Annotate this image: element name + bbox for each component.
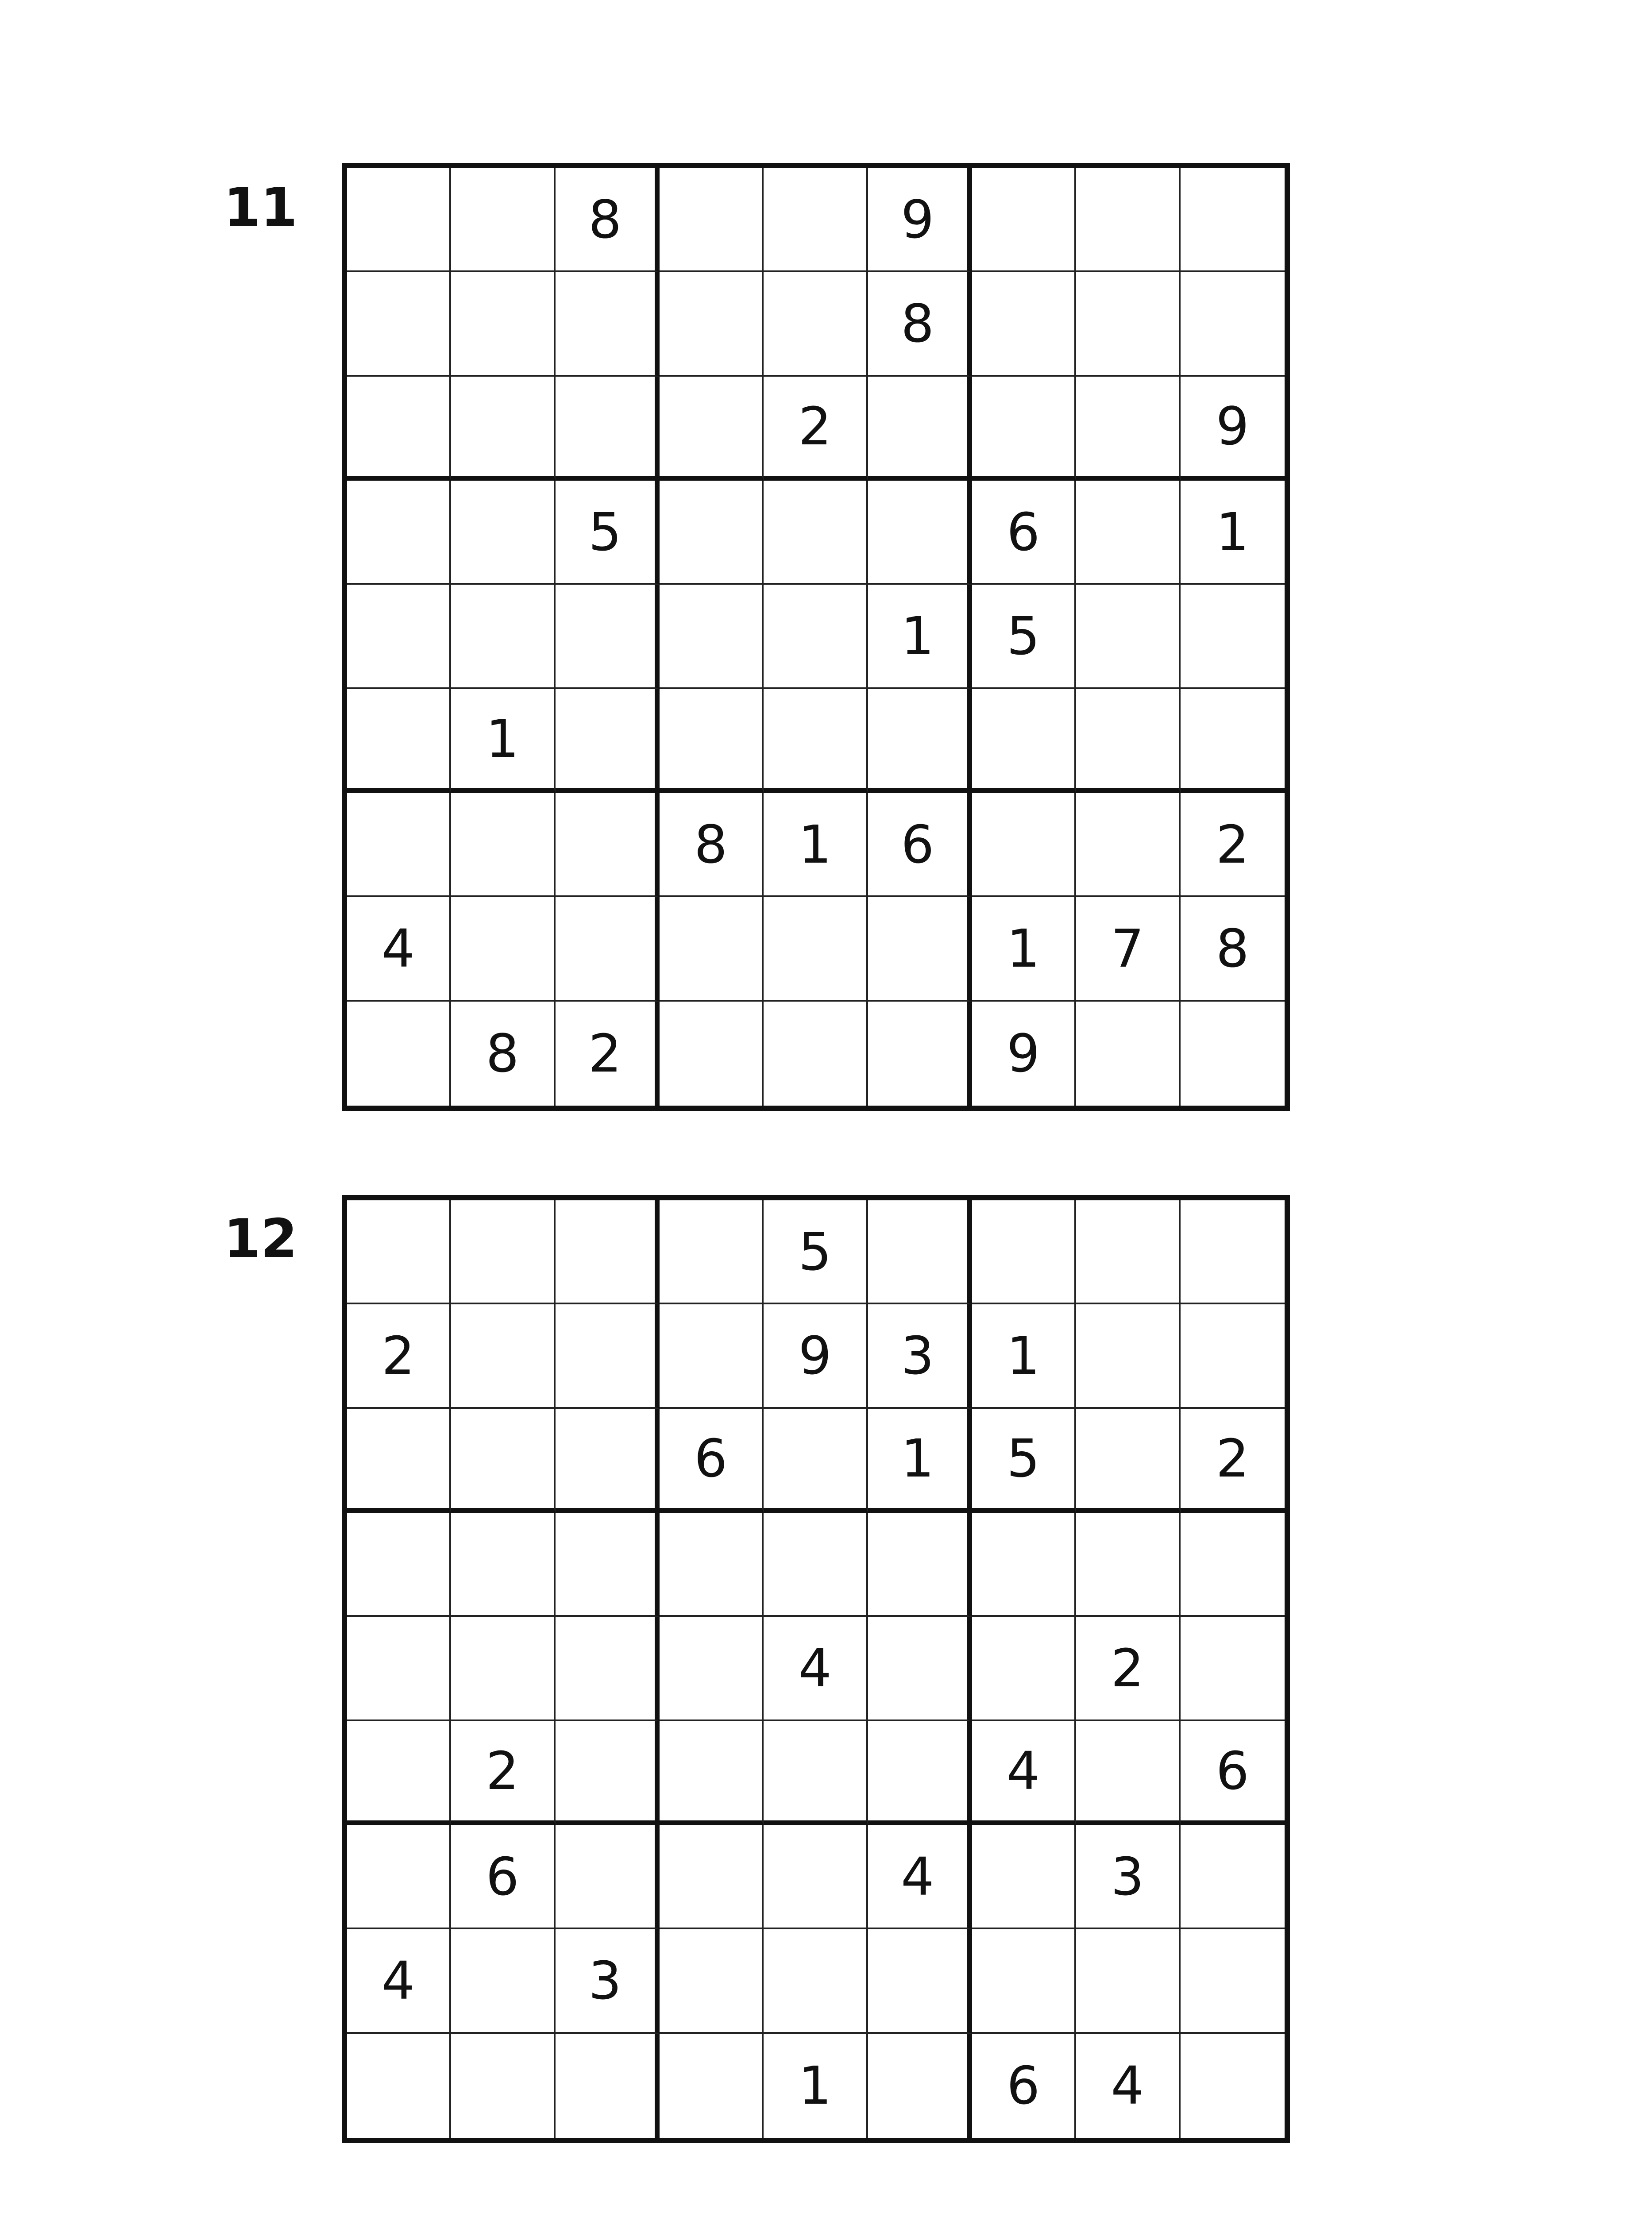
sudoku-cell[interactable]: 2 <box>1181 1409 1285 1513</box>
sudoku-cell[interactable]: 1 <box>972 1304 1076 1408</box>
sudoku-cell[interactable] <box>556 1825 660 1929</box>
sudoku-cell[interactable] <box>1076 1513 1180 1617</box>
sudoku-cell[interactable]: 9 <box>764 1304 868 1408</box>
sudoku-cell[interactable] <box>764 1825 868 1929</box>
sudoku-cell[interactable]: 2 <box>451 1721 555 1825</box>
sudoku-cell[interactable] <box>347 1200 451 1304</box>
sudoku-cell[interactable] <box>868 1721 972 1825</box>
sudoku-cell[interactable] <box>764 897 868 1001</box>
sudoku-cell[interactable] <box>660 2034 764 2138</box>
sudoku-cell[interactable] <box>451 1929 555 2033</box>
sudoku-cell[interactable] <box>764 585 868 689</box>
sudoku-cell[interactable] <box>660 1513 764 1617</box>
sudoku-cell[interactable] <box>451 585 555 689</box>
sudoku-cell[interactable] <box>347 1825 451 1929</box>
sudoku-cell[interactable]: 7 <box>1076 897 1180 1001</box>
sudoku-cell[interactable] <box>972 1617 1076 1721</box>
sudoku-cell[interactable] <box>1181 1825 1285 1929</box>
sudoku-cell[interactable] <box>868 1200 972 1304</box>
sudoku-cell[interactable] <box>1181 1304 1285 1408</box>
sudoku-cell[interactable] <box>347 793 451 897</box>
sudoku-cell[interactable] <box>556 272 660 376</box>
sudoku-cell[interactable]: 9 <box>972 1002 1076 1106</box>
sudoku-cell[interactable]: 3 <box>868 1304 972 1408</box>
sudoku-cell[interactable] <box>660 168 764 272</box>
sudoku-cell[interactable] <box>764 689 868 793</box>
puzzle-number-11: 11 <box>224 177 297 239</box>
sudoku-cell[interactable] <box>556 2034 660 2138</box>
sudoku-cell[interactable] <box>347 377 451 481</box>
sudoku-cell[interactable] <box>1076 168 1180 272</box>
sudoku-cell[interactable] <box>1181 2034 1285 2138</box>
sudoku-cell[interactable] <box>556 1304 660 1408</box>
sudoku-cell[interactable] <box>556 1200 660 1304</box>
sudoku-cell[interactable] <box>1076 1002 1180 1106</box>
sudoku-cell[interactable] <box>972 272 1076 376</box>
sudoku-cell[interactable] <box>347 168 451 272</box>
sudoku-cell[interactable]: 4 <box>1076 2034 1180 2138</box>
sudoku-cell[interactable] <box>1181 1002 1285 1106</box>
sudoku-cell[interactable] <box>451 168 555 272</box>
sudoku-cell[interactable] <box>660 377 764 481</box>
sudoku-cell[interactable] <box>764 272 868 376</box>
sudoku-cell[interactable] <box>1076 1721 1180 1825</box>
sudoku-cell[interactable]: 1 <box>1181 481 1285 585</box>
sudoku-cell[interactable] <box>451 1200 555 1304</box>
sudoku-cell[interactable] <box>1181 585 1285 689</box>
sudoku-cell[interactable] <box>868 377 972 481</box>
sudoku-cell[interactable] <box>1181 1617 1285 1721</box>
sudoku-cell[interactable]: 4 <box>347 1929 451 2033</box>
sudoku-cell[interactable] <box>868 689 972 793</box>
sudoku-cell[interactable] <box>556 377 660 481</box>
sudoku-cell[interactable] <box>347 272 451 376</box>
sudoku-cell[interactable] <box>451 1409 555 1513</box>
sudoku-cell[interactable] <box>1076 272 1180 376</box>
sudoku-cell[interactable]: 8 <box>868 272 972 376</box>
sudoku-grid-12 <box>342 1195 1290 2143</box>
sudoku-cell[interactable] <box>347 585 451 689</box>
sudoku-cell[interactable] <box>1181 1929 1285 2033</box>
sudoku-cell[interactable] <box>451 1513 555 1617</box>
sudoku-cell[interactable] <box>451 481 555 585</box>
sudoku-cell[interactable] <box>764 168 868 272</box>
sudoku-cell[interactable] <box>764 1929 868 2033</box>
sudoku-cell[interactable] <box>1181 689 1285 793</box>
sudoku-cell[interactable]: 2 <box>347 1304 451 1408</box>
sudoku-cell[interactable] <box>660 1002 764 1106</box>
sudoku-cell[interactable]: 8 <box>451 1002 555 1106</box>
sudoku-cell[interactable]: 4 <box>764 1617 868 1721</box>
sudoku-cell[interactable] <box>764 1409 868 1513</box>
sudoku-cell[interactable] <box>451 377 555 481</box>
sudoku-cell[interactable]: 6 <box>660 1409 764 1513</box>
sudoku-cell[interactable]: 4 <box>347 897 451 1001</box>
sudoku-cell[interactable] <box>347 481 451 585</box>
sudoku-cell[interactable] <box>660 1929 764 2033</box>
sudoku-cell[interactable]: 1 <box>764 793 868 897</box>
sudoku-cell[interactable]: 9 <box>1181 377 1285 481</box>
sudoku-cell[interactable]: 6 <box>451 1825 555 1929</box>
sudoku-cell[interactable] <box>347 689 451 793</box>
sudoku-cell[interactable] <box>347 1617 451 1721</box>
sudoku-cell[interactable]: 6 <box>868 793 972 897</box>
sudoku-cell[interactable]: 3 <box>556 1929 660 2033</box>
sudoku-cell[interactable] <box>451 272 555 376</box>
sudoku-cell[interactable] <box>660 689 764 793</box>
sudoku-cell[interactable] <box>660 1825 764 1929</box>
sudoku-cell[interactable] <box>1181 1513 1285 1617</box>
sudoku-cell[interactable]: 5 <box>556 481 660 585</box>
sudoku-cell[interactable] <box>764 1721 868 1825</box>
sudoku-cell[interactable] <box>451 793 555 897</box>
sudoku-cell[interactable] <box>1076 585 1180 689</box>
sudoku-cell[interactable] <box>556 1721 660 1825</box>
sudoku-cell[interactable] <box>868 2034 972 2138</box>
sudoku-cell[interactable]: 6 <box>1181 1721 1285 1825</box>
sudoku-cell[interactable]: 4 <box>868 1825 972 1929</box>
sudoku-cell[interactable]: 5 <box>764 1200 868 1304</box>
sudoku-cell[interactable] <box>556 897 660 1001</box>
sudoku-cell[interactable] <box>972 793 1076 897</box>
sudoku-cell[interactable] <box>1076 1304 1180 1408</box>
sudoku-cell[interactable]: 8 <box>660 793 764 897</box>
sudoku-cell[interactable] <box>660 897 764 1001</box>
sudoku-cell[interactable] <box>451 2034 555 2138</box>
sudoku-cell[interactable]: 2 <box>556 1002 660 1106</box>
sudoku-cell[interactable] <box>660 1721 764 1825</box>
sudoku-cell[interactable] <box>660 1200 764 1304</box>
sudoku-cell[interactable] <box>556 689 660 793</box>
sudoku-cell[interactable] <box>347 1721 451 1825</box>
sudoku-cell[interactable] <box>347 2034 451 2138</box>
sudoku-cell[interactable]: 6 <box>972 481 1076 585</box>
sudoku-cell[interactable] <box>868 1929 972 2033</box>
sudoku-cell[interactable] <box>972 1825 1076 1929</box>
sudoku-cell[interactable]: 8 <box>556 168 660 272</box>
sudoku-cell[interactable] <box>972 1513 1076 1617</box>
sudoku-cell[interactable] <box>868 481 972 585</box>
sudoku-cell[interactable]: 2 <box>764 377 868 481</box>
sudoku-cell[interactable]: 1 <box>764 2034 868 2138</box>
sudoku-cell[interactable] <box>1076 793 1180 897</box>
sudoku-cell[interactable] <box>451 897 555 1001</box>
sudoku-cell[interactable]: 8 <box>1181 897 1285 1001</box>
sudoku-cell[interactable]: 2 <box>1181 793 1285 897</box>
sudoku-cell[interactable] <box>556 1617 660 1721</box>
sudoku-cell[interactable] <box>451 1304 555 1408</box>
sudoku-cell[interactable]: 9 <box>868 168 972 272</box>
sudoku-cell[interactable]: 1 <box>451 689 555 793</box>
sudoku-cell[interactable] <box>660 1617 764 1721</box>
sudoku-cell[interactable]: 5 <box>972 1409 1076 1513</box>
sudoku-cell[interactable] <box>868 1617 972 1721</box>
sudoku-cell[interactable] <box>556 585 660 689</box>
sudoku-cell[interactable] <box>868 1002 972 1106</box>
sudoku-cell[interactable] <box>347 1409 451 1513</box>
puzzle-number-12: 12 <box>224 1208 297 1270</box>
sudoku-cell[interactable] <box>347 1002 451 1106</box>
sudoku-cell[interactable] <box>1181 1200 1285 1304</box>
sudoku-cell[interactable]: 3 <box>1076 1825 1180 1929</box>
sudoku-cell[interactable] <box>451 1617 555 1721</box>
sudoku-cell[interactable] <box>1076 1409 1180 1513</box>
sudoku-cell[interactable] <box>1076 689 1180 793</box>
sudoku-cell[interactable] <box>764 481 868 585</box>
sudoku-cell[interactable]: 1 <box>868 1409 972 1513</box>
sudoku-cell[interactable] <box>972 689 1076 793</box>
sudoku-cell[interactable] <box>660 1304 764 1408</box>
sudoku-cell[interactable] <box>556 1409 660 1513</box>
sudoku-cell[interactable] <box>660 585 764 689</box>
sudoku-cell[interactable] <box>1181 168 1285 272</box>
sudoku-cell[interactable] <box>972 1929 1076 2033</box>
sudoku-cell[interactable] <box>556 1513 660 1617</box>
sudoku-cell[interactable]: 1 <box>868 585 972 689</box>
sudoku-cell[interactable] <box>347 1513 451 1617</box>
sudoku-grid-11 <box>342 163 1290 1111</box>
sudoku-cell[interactable] <box>764 1513 868 1617</box>
sudoku-cell[interactable] <box>1076 1929 1180 2033</box>
sudoku-cell[interactable] <box>556 793 660 897</box>
sudoku-cell[interactable] <box>1076 1200 1180 1304</box>
sudoku-cell[interactable] <box>972 1200 1076 1304</box>
sudoku-cell[interactable]: 1 <box>972 897 1076 1001</box>
sudoku-cell[interactable]: 6 <box>972 2034 1076 2138</box>
sudoku-cell[interactable] <box>868 1513 972 1617</box>
sudoku-cell[interactable] <box>1076 377 1180 481</box>
sudoku-cell[interactable] <box>868 897 972 1001</box>
sudoku-cell[interactable]: 2 <box>1076 1617 1180 1721</box>
sudoku-cell[interactable] <box>1181 272 1285 376</box>
sudoku-cell[interactable]: 5 <box>972 585 1076 689</box>
sudoku-cell[interactable] <box>972 377 1076 481</box>
sudoku-cell[interactable] <box>764 1002 868 1106</box>
sudoku-cell[interactable] <box>660 272 764 376</box>
sudoku-cell[interactable] <box>972 168 1076 272</box>
sudoku-cell[interactable] <box>1076 481 1180 585</box>
sudoku-cell[interactable]: 4 <box>972 1721 1076 1825</box>
sudoku-cell[interactable] <box>660 481 764 585</box>
